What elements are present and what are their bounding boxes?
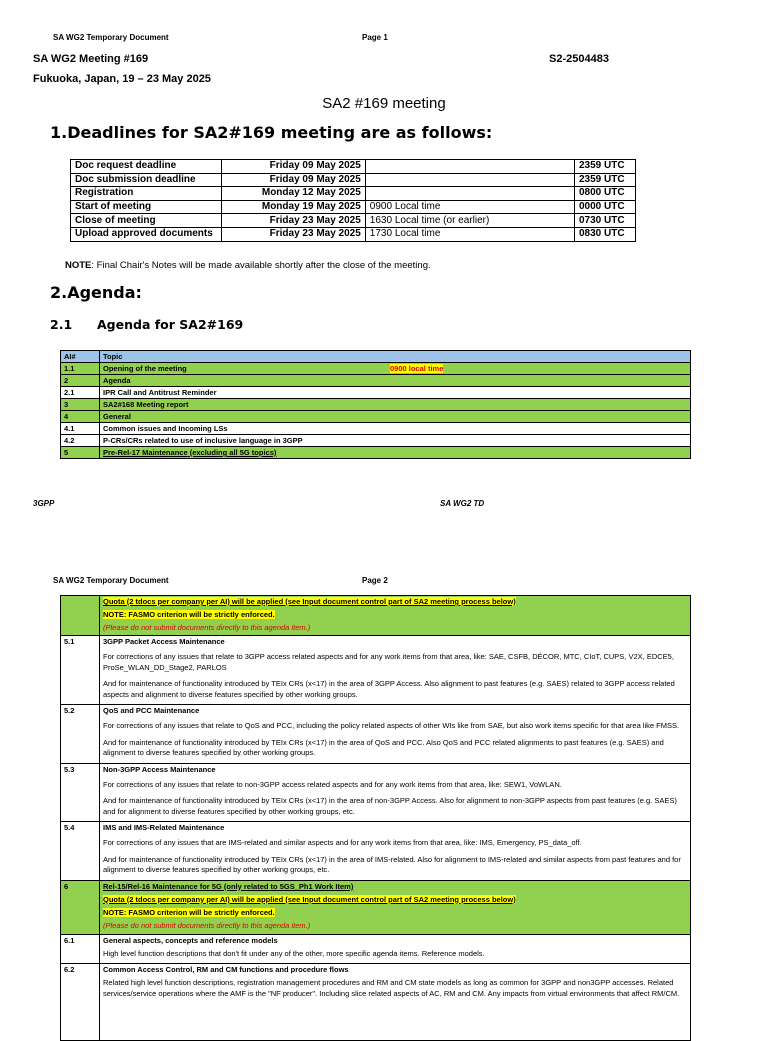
deadline-name-cell: Upload approved documents: [71, 227, 222, 241]
agenda-ai-cell: [61, 596, 100, 636]
meeting-location: Fukuoka, Japan, 19 – 23 May 2025: [33, 73, 211, 85]
deadline-utc-cell: 0730 UTC: [575, 214, 636, 228]
page-title: SA2 #169 meeting: [322, 95, 446, 112]
agenda-topic-description: And for maintenance of functionality introduced by TEIx CRs (x<17) in the area of QoS and PCC. Also QoS and PCC related alignments to past features (e.g. SAES) and alignment to diverse features specified by other working groups.: [103, 737, 664, 757]
agenda-topic-description: And for maintenance of functionality introduced by TEIx CRs (x<17) in the area of IMS-related. Also for alignment to IMS-related and similar aspects from past features and for alignment to diverse features specified by other working groups, etc.: [103, 854, 681, 874]
agenda-topic-description: Related high level function descriptions, registration management procedures and RM and CM state models as long as common for 3GPP and non3GPP accesses. Related services/service operations where the AMF is the "NF producer". Including slice related aspects of AC, RM and CM. Any impacts from virtual environments that affect RM/CM.: [103, 978, 680, 998]
agenda-row-6-2: [61, 964, 691, 1041]
deadline-date-cell: Friday 09 May 2025: [222, 173, 366, 187]
note-label: NOTE: [65, 260, 92, 271]
agenda-topic-text: IPR Call and Antitrust Reminder: [103, 388, 217, 397]
deadline-utc-cell: 0800 UTC: [575, 187, 636, 201]
deadline-utc-cell: 2359 UTC: [575, 160, 636, 174]
chair-note: [65, 260, 431, 271]
page-2-header-doc-type: SA WG2 Temporary Document: [53, 576, 169, 585]
agenda-topic-cell: [100, 964, 691, 1041]
agenda-topic-title: QoS and PCC Maintenance: [103, 706, 200, 715]
agenda-topic-title: General aspects, concepts and reference models: [103, 935, 278, 945]
agenda-ai-cell: 6: [61, 880, 100, 934]
quota-note: Quota (2 tdocs per company per AI) will be applied (see Input document control part of SA2 meeting process below): [103, 597, 516, 606]
agenda-topic-title: IMS and IMS-Related Maintenance: [103, 823, 225, 832]
deadline-utc-cell: 2359 UTC: [575, 173, 636, 187]
deadline-name-cell: Registration: [71, 187, 222, 201]
agenda-header-ai: AI#: [61, 351, 100, 363]
agenda-topic-title: Rel-15/Rel-16 Maintenance for 5G (only related to 5GS_Ph1 Work Item): [103, 881, 354, 891]
agenda-row-6: [61, 880, 691, 934]
agenda-ai-cell: 4.1: [61, 423, 100, 435]
agenda-row-5-2: [61, 705, 691, 764]
deadline-local-time-cell: [365, 187, 574, 201]
agenda-topic-text: Common issues and Incoming LSs: [103, 424, 228, 433]
deadline-utc-cell: 0000 UTC: [575, 200, 636, 214]
deadline-date-cell: Friday 09 May 2025: [222, 160, 366, 174]
agenda-topic-cell: [100, 423, 691, 435]
section-2-heading: 2.Agenda:: [50, 283, 142, 302]
page-2-number: Page 2: [362, 576, 388, 585]
agenda-row: [61, 423, 691, 435]
deadline-local-time-cell: 0900 Local time: [365, 200, 574, 214]
agenda-topic-cell: [100, 934, 691, 964]
page-header-doc-type: SA WG2 Temporary Document: [53, 33, 169, 42]
agenda-row: [61, 375, 691, 387]
deadline-row: [71, 214, 636, 228]
agenda-row-6-1: [61, 934, 691, 964]
doc-number: S2-2504483: [549, 53, 609, 65]
deadline-date-cell: Monday 19 May 2025: [222, 200, 366, 214]
agenda-topic-text: Opening of the meeting: [103, 364, 187, 373]
meeting-name: SA WG2 Meeting #169: [33, 53, 149, 65]
agenda-row-5-continued: [61, 596, 691, 636]
deadline-date-cell: Friday 23 May 2025: [222, 227, 366, 241]
agenda-topic-title: Non-3GPP Access Maintenance: [103, 764, 216, 774]
agenda-ai-cell: 5.1: [61, 636, 100, 705]
fasmo-note: NOTE: FASMO criterion will be strictly enforced.: [103, 907, 275, 917]
deadline-name-cell: Doc request deadline: [71, 160, 222, 174]
deadlines-table: [70, 159, 636, 242]
agenda-table-page-1: [60, 350, 691, 459]
agenda-topic-description: And for maintenance of functionality introduced by TEIx CRs (x<17) in the area of non-3GPP Access. Also for alignment to non-3GPP aspects from past features (e.g. SAES) and for alignment to diverse features specified by other working groups, etc.: [103, 796, 677, 816]
opening-time-note: 0900 local time: [390, 364, 444, 373]
agenda-row-5-1: [61, 636, 691, 705]
agenda-ai-cell: 2.1: [61, 387, 100, 399]
agenda-topic-cell: [100, 375, 691, 387]
agenda-row: [61, 399, 691, 411]
deadline-row: [71, 160, 636, 174]
deadline-date-cell: Monday 12 May 2025: [222, 187, 366, 201]
agenda-topic-cell: [100, 822, 691, 881]
agenda-topic-title: Common Access Control, RM and CM functions and procedure flows: [103, 965, 349, 974]
deadline-name-cell: Doc submission deadline: [71, 173, 222, 187]
note-text: : Final Chair's Notes will be made available shortly after the close of the meeting.: [91, 260, 431, 271]
agenda-topic-description: For corrections of any issues that relate to non-3GPP access related aspects and for any work items from that area, like: SEW1, VoWLAN.: [103, 779, 562, 789]
agenda-ai-cell: 5.3: [61, 763, 100, 822]
agenda-row: [61, 447, 691, 459]
agenda-topic-cell: [100, 880, 691, 934]
section-2-1-number: 2.1: [50, 317, 73, 332]
agenda-header-topic: Topic: [100, 351, 691, 363]
deadline-local-time-cell: 1630 Local time (or earlier): [365, 214, 574, 228]
agenda-ai-cell: 6.1: [61, 934, 100, 964]
section-2-1-title: Agenda for SA2#169: [97, 317, 244, 332]
agenda-topic-title: 3GPP Packet Access Maintenance: [103, 637, 225, 646]
section-1-heading: 1.Deadlines for SA2#169 meeting are as follows:: [50, 123, 493, 142]
deadline-name-cell: Start of meeting: [71, 200, 222, 214]
agenda-topic-description: For corrections of any issues that are IMS-related and similar aspects and for any work items from that area, like: IMS, Emergency, PS_data_off.: [103, 838, 582, 847]
quota-note: Quota (2 tdocs per company per AI) will be applied (see Input document control part of SA2 meeting process below): [103, 894, 516, 904]
agenda-row: [61, 435, 691, 447]
agenda-row: [61, 363, 691, 375]
agenda-ai-cell: 5.4: [61, 822, 100, 881]
agenda-topic-cell: [100, 763, 691, 822]
deadline-row: [71, 227, 636, 241]
agenda-topic-cell: [100, 705, 691, 764]
fasmo-note: NOTE: FASMO criterion will be strictly enforced.: [103, 610, 275, 619]
agenda-topic-text: Pre-Rel-17 Maintenance (excluding all 5G topics): [103, 448, 277, 457]
agenda-ai-cell: 5.2: [61, 705, 100, 764]
agenda-topic-cell: [100, 399, 691, 411]
deadline-utc-cell: 0830 UTC: [575, 227, 636, 241]
agenda-row: [61, 387, 691, 399]
agenda-topic-cell: [100, 636, 691, 705]
deadline-row: [71, 173, 636, 187]
deadline-local-time-cell: 1730 Local time: [365, 227, 574, 241]
agenda-topic-text: Agenda: [103, 376, 131, 385]
agenda-row-5-3: [61, 763, 691, 822]
agenda-ai-cell: 4: [61, 411, 100, 423]
agenda-ai-cell: 5: [61, 447, 100, 459]
footer-right: SA WG2 TD: [440, 499, 485, 508]
no-submit-note: (Please do not submit documents directly to this agenda item.): [103, 623, 311, 632]
deadline-date-cell: Friday 23 May 2025: [222, 214, 366, 228]
agenda-topic-cell: [100, 363, 691, 375]
agenda-topic-description: For corrections of any issues that relate to QoS and PCC, including the policy related aspects of other WIs like from SAE, but also work items specific for that area like FMSS.: [103, 721, 680, 730]
agenda-table-page-2: [60, 595, 691, 1041]
agenda-ai-cell: 1.1: [61, 363, 100, 375]
agenda-topic-cell: [100, 411, 691, 423]
agenda-topic-description: For corrections of any issues that relate to 3GPP access related aspects and for any work items from that area, like: SAE, CSFB, DÉCOR, MTC, CIoT, CUPS, V2X, EDCE5, ProSe_WLAN_DD_Stage2, PARLOS: [103, 652, 674, 672]
agenda-topic-cell: [100, 596, 691, 636]
no-submit-note: (Please do not submit documents directly to this agenda item.): [103, 920, 311, 930]
deadline-local-time-cell: [365, 173, 574, 187]
agenda-row: [61, 411, 691, 423]
agenda-topic-text: General: [103, 412, 131, 421]
agenda-topic-text: P-CRs/CRs related to use of inclusive language in 3GPP: [103, 436, 303, 445]
agenda-ai-cell: 6.2: [61, 964, 100, 1041]
agenda-ai-cell: 2: [61, 375, 100, 387]
deadline-local-time-cell: [365, 160, 574, 174]
agenda-topic-cell: [100, 447, 691, 459]
deadline-row: [71, 200, 636, 214]
agenda-topic-cell: [100, 387, 691, 399]
agenda-row-5-4: [61, 822, 691, 881]
agenda-topic-description: And for maintenance of functionality introduced by TEIx CRs (x<17) in the area of 3GPP Access. Also alignment to past features (e.g. SAES) related to 3GPP access related aspects and alignment to diverse features specified by other working groups.: [103, 679, 675, 699]
agenda-ai-cell: 3: [61, 399, 100, 411]
page-number: Page 1: [362, 33, 388, 42]
deadline-row: [71, 187, 636, 201]
deadline-name-cell: Close of meeting: [71, 214, 222, 228]
footer-left: 3GPP: [33, 499, 55, 508]
agenda-header-row: [61, 351, 691, 363]
agenda-ai-cell: 4.2: [61, 435, 100, 447]
agenda-topic-description: High level function descriptions that don't fit under any of the other, more specific agenda items. Reference models.: [103, 948, 485, 958]
agenda-topic-cell: [100, 435, 691, 447]
agenda-topic-text: SA2#168 Meeting report: [103, 400, 189, 409]
